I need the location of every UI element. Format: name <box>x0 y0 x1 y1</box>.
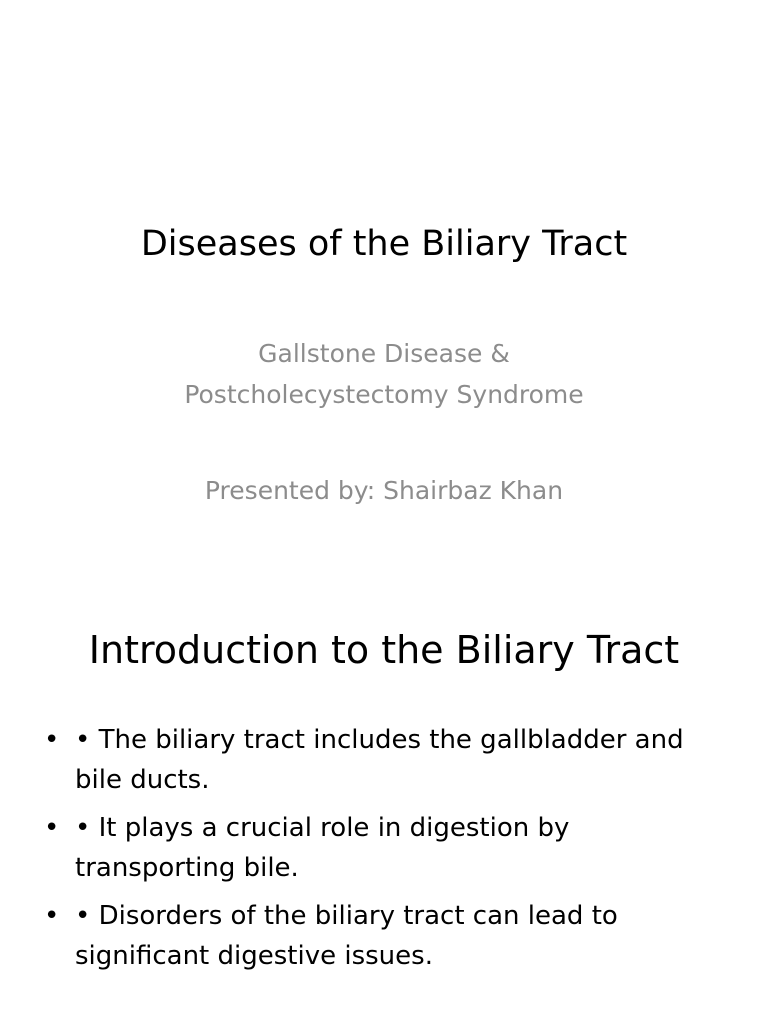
bullet-item <box>40 720 730 800</box>
subtitle-line: Postcholecystectomy Syndrome <box>184 380 584 409</box>
bullet-text: • The biliary tract includes the gallbladder and bile ducts. <box>75 725 684 795</box>
presenter-line: Presented by: Shairbaz Khan <box>204 476 564 505</box>
bullet-list <box>40 720 730 984</box>
bullet-item <box>40 808 730 888</box>
slide-title: Introduction to the Biliary Tract <box>88 628 680 672</box>
content-slide <box>0 576 768 1024</box>
bullet-marker: • <box>44 901 60 931</box>
slide-subtitle <box>0 333 768 415</box>
bullet-text: • It plays a crucial role in digestion by transporting bile. <box>75 813 570 883</box>
bullet-marker: • <box>44 725 60 755</box>
subtitle-line: Gallstone Disease & <box>258 339 510 368</box>
bullet-marker: • <box>44 813 60 843</box>
bullet-item <box>40 896 730 976</box>
bullet-text: • Disorders of the biliary tract can lead to significant digestive issues. <box>75 901 618 971</box>
slide-title: Diseases of the Biliary Tract <box>140 224 628 264</box>
